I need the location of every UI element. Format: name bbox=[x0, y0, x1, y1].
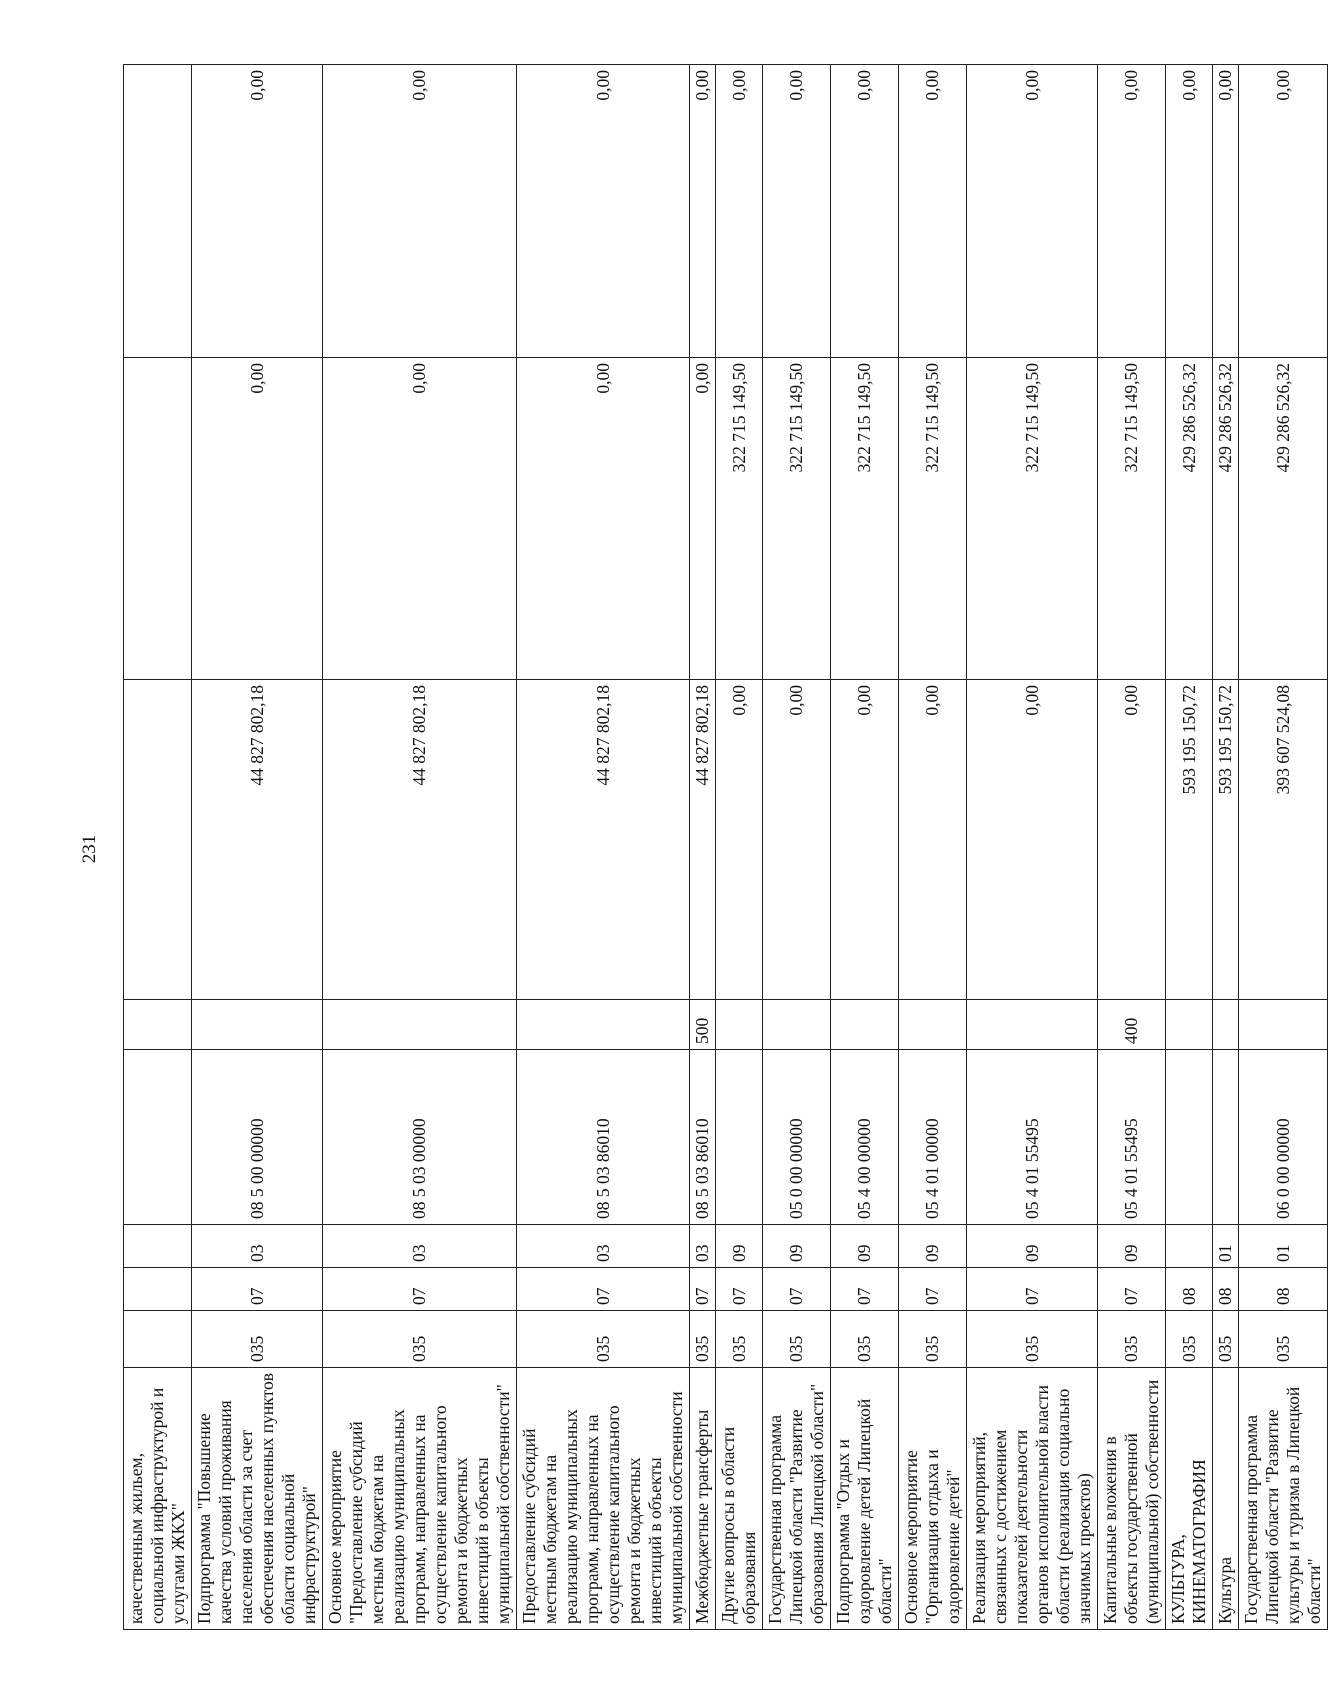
row-subsection-code: 09 bbox=[763, 1225, 831, 1268]
row-name: Реализация мероприятий, связанных с достижением показателей деятельности органов исполнительной власти области (реализация социально значимых проектов) bbox=[967, 1368, 1098, 1630]
row-amount-1: 593 195 150,72 bbox=[1166, 680, 1213, 1000]
row-amount-1: 0,00 bbox=[763, 680, 831, 1000]
row-section-code: 07 bbox=[967, 1268, 1098, 1311]
row-expense-type: 500 bbox=[690, 1000, 716, 1050]
table-row bbox=[763, 65, 831, 1630]
row-section-code: 08 bbox=[1166, 1268, 1213, 1311]
table-row bbox=[517, 65, 690, 1630]
table-row bbox=[323, 65, 517, 1630]
row-amount-3: 0,00 bbox=[1213, 65, 1239, 358]
budget-table bbox=[123, 64, 1328, 1630]
row-ved-code: 035 bbox=[831, 1311, 899, 1368]
table-row bbox=[831, 65, 899, 1630]
row-amount-3: 0,00 bbox=[716, 65, 763, 358]
row-amount-2: 429 286 526,32 bbox=[1213, 358, 1239, 680]
row-section-code: 07 bbox=[323, 1268, 517, 1311]
table-row bbox=[899, 65, 967, 1630]
row-expense-type bbox=[124, 1000, 192, 1050]
row-expense-type bbox=[899, 1000, 967, 1050]
row-expense-type: 400 bbox=[1098, 1000, 1166, 1050]
row-target-article: 08 5 03 00000 bbox=[323, 1050, 517, 1225]
row-amount-2: 429 286 526,32 bbox=[1239, 358, 1328, 680]
row-amount-2: 0,00 bbox=[192, 358, 323, 680]
row-amount-3 bbox=[124, 65, 192, 358]
rotated-page-content bbox=[123, 65, 1324, 1630]
row-amount-3: 0,00 bbox=[1166, 65, 1213, 358]
row-amount-3: 0,00 bbox=[1239, 65, 1328, 358]
row-section-code: 07 bbox=[899, 1268, 967, 1311]
row-subsection-code: 03 bbox=[517, 1225, 690, 1268]
row-ved-code: 035 bbox=[1239, 1311, 1328, 1368]
row-name: Государственная программа Липецкой области "Развитие культуры и туризма в Липецкой области" bbox=[1239, 1368, 1328, 1630]
row-amount-2: 0,00 bbox=[517, 358, 690, 680]
row-amount-1: 0,00 bbox=[716, 680, 763, 1000]
row-amount-1 bbox=[124, 680, 192, 1000]
row-expense-type bbox=[967, 1000, 1098, 1050]
row-subsection-code: 03 bbox=[192, 1225, 323, 1268]
row-name: Капитальные вложения в объекты государственной (муниципальной) собственности bbox=[1098, 1368, 1166, 1630]
row-amount-2: 0,00 bbox=[690, 358, 716, 680]
row-subsection-code: 01 bbox=[1239, 1225, 1328, 1268]
table-row bbox=[967, 65, 1098, 1630]
row-amount-1: 44 827 802,18 bbox=[517, 680, 690, 1000]
row-expense-type bbox=[1213, 1000, 1239, 1050]
row-amount-1: 0,00 bbox=[831, 680, 899, 1000]
row-section-code: 07 bbox=[690, 1268, 716, 1311]
row-section-code: 07 bbox=[517, 1268, 690, 1311]
table-row bbox=[1098, 65, 1166, 1630]
row-subsection-code: 01 bbox=[1213, 1225, 1239, 1268]
row-ved-code: 035 bbox=[517, 1311, 690, 1368]
row-amount-2 bbox=[124, 358, 192, 680]
row-subsection-code: 09 bbox=[831, 1225, 899, 1268]
row-target-article bbox=[124, 1050, 192, 1225]
row-amount-1: 0,00 bbox=[967, 680, 1098, 1000]
row-name: Подпрограмма "Отдых и оздоровление детей Липецкой области" bbox=[831, 1368, 899, 1630]
row-amount-2: 429 286 526,32 bbox=[1166, 358, 1213, 680]
table-row bbox=[192, 65, 323, 1630]
row-amount-3: 0,00 bbox=[831, 65, 899, 358]
row-amount-1: 0,00 bbox=[1098, 680, 1166, 1000]
row-amount-1: 44 827 802,18 bbox=[192, 680, 323, 1000]
row-amount-1: 0,00 bbox=[899, 680, 967, 1000]
row-ved-code: 035 bbox=[899, 1311, 967, 1368]
row-subsection-code: 03 bbox=[323, 1225, 517, 1268]
row-name: качественным жильем, социальной инфраструктурой и услугами ЖКХ" bbox=[124, 1368, 192, 1630]
table-row bbox=[1213, 65, 1239, 1630]
row-name: Государственная программа Липецкой области "Развитие образования Липецкой области" bbox=[763, 1368, 831, 1630]
row-section-code: 07 bbox=[763, 1268, 831, 1311]
row-amount-3: 0,00 bbox=[323, 65, 517, 358]
row-target-article: 05 4 01 00000 bbox=[899, 1050, 967, 1225]
row-name: Основное мероприятие "Организация отдыха и оздоровление детей" bbox=[899, 1368, 967, 1630]
row-expense-type bbox=[716, 1000, 763, 1050]
row-subsection-code: 09 bbox=[716, 1225, 763, 1268]
row-target-article: 05 4 01 55495 bbox=[1098, 1050, 1166, 1225]
table-row bbox=[1239, 65, 1328, 1630]
row-amount-2: 322 715 149,50 bbox=[831, 358, 899, 680]
row-target-article: 06 0 00 00000 bbox=[1239, 1050, 1328, 1225]
row-expense-type bbox=[763, 1000, 831, 1050]
row-section-code bbox=[124, 1268, 192, 1311]
row-subsection-code: 09 bbox=[967, 1225, 1098, 1268]
row-target-article: 05 4 00 00000 bbox=[831, 1050, 899, 1225]
row-target-article bbox=[716, 1050, 763, 1225]
row-subsection-code: 03 bbox=[690, 1225, 716, 1268]
row-target-article: 08 5 03 86010 bbox=[690, 1050, 716, 1225]
row-ved-code: 035 bbox=[1166, 1311, 1213, 1368]
row-amount-3: 0,00 bbox=[1098, 65, 1166, 358]
row-amount-1: 44 827 802,18 bbox=[690, 680, 716, 1000]
row-amount-3: 0,00 bbox=[517, 65, 690, 358]
row-section-code: 07 bbox=[831, 1268, 899, 1311]
row-target-article: 08 5 00 00000 bbox=[192, 1050, 323, 1225]
row-amount-3: 0,00 bbox=[899, 65, 967, 358]
page-number: 231 bbox=[79, 834, 100, 864]
row-name: Основное мероприятие "Предоставление субсидий местным бюджетам на реализацию муниципальных программ, направленных на осуществление капитального ремонта и бюджетных инвестиций в объекты муниципальной собственности" bbox=[323, 1368, 517, 1630]
row-amount-1: 393 607 524,08 bbox=[1239, 680, 1328, 1000]
row-amount-3: 0,00 bbox=[763, 65, 831, 358]
row-expense-type bbox=[1166, 1000, 1213, 1050]
row-expense-type bbox=[323, 1000, 517, 1050]
table-row bbox=[690, 65, 716, 1630]
row-expense-type bbox=[192, 1000, 323, 1050]
row-subsection-code: 09 bbox=[1098, 1225, 1166, 1268]
row-section-code: 08 bbox=[1213, 1268, 1239, 1311]
table-row bbox=[1166, 65, 1213, 1630]
row-name: КУЛЬТУРА, КИНЕМАТОГРАФИЯ bbox=[1166, 1368, 1213, 1630]
row-ved-code: 035 bbox=[192, 1311, 323, 1368]
row-ved-code: 035 bbox=[763, 1311, 831, 1368]
row-ved-code: 035 bbox=[323, 1311, 517, 1368]
row-target-article: 05 4 01 55495 bbox=[967, 1050, 1098, 1225]
row-amount-1: 593 195 150,72 bbox=[1213, 680, 1239, 1000]
row-ved-code: 035 bbox=[1213, 1311, 1239, 1368]
row-target-article: 08 5 03 86010 bbox=[517, 1050, 690, 1225]
row-amount-3: 0,00 bbox=[967, 65, 1098, 358]
row-ved-code: 035 bbox=[690, 1311, 716, 1368]
row-amount-2: 0,00 bbox=[323, 358, 517, 680]
row-expense-type bbox=[831, 1000, 899, 1050]
table-row bbox=[716, 65, 763, 1630]
row-subsection-code bbox=[124, 1225, 192, 1268]
table-row bbox=[124, 65, 192, 1630]
row-section-code: 07 bbox=[716, 1268, 763, 1311]
row-subsection-code bbox=[1166, 1225, 1213, 1268]
row-amount-2: 322 715 149,50 bbox=[716, 358, 763, 680]
row-amount-2: 322 715 149,50 bbox=[899, 358, 967, 680]
row-section-code: 07 bbox=[192, 1268, 323, 1311]
row-target-article bbox=[1213, 1050, 1239, 1225]
row-section-code: 07 bbox=[1098, 1268, 1166, 1311]
row-ved-code: 035 bbox=[716, 1311, 763, 1368]
row-target-article bbox=[1166, 1050, 1213, 1225]
row-ved-code: 035 bbox=[1098, 1311, 1166, 1368]
row-name: Подпрограмма "Повышение качества условий проживания населения области за счет обеспечения населенных пунктов области социальной инфраструктурой" bbox=[192, 1368, 323, 1630]
row-expense-type bbox=[1239, 1000, 1328, 1050]
row-amount-3: 0,00 bbox=[690, 65, 716, 358]
row-name: Межбюджетные трансферты bbox=[690, 1368, 716, 1630]
row-amount-2: 322 715 149,50 bbox=[763, 358, 831, 680]
row-name: Другие вопросы в области образования bbox=[716, 1368, 763, 1630]
row-amount-1: 44 827 802,18 bbox=[323, 680, 517, 1000]
row-amount-2: 322 715 149,50 bbox=[967, 358, 1098, 680]
row-subsection-code: 09 bbox=[899, 1225, 967, 1268]
row-section-code: 08 bbox=[1239, 1268, 1328, 1311]
row-amount-3: 0,00 bbox=[192, 65, 323, 358]
row-ved-code bbox=[124, 1311, 192, 1368]
row-name: Предоставление субсидий местным бюджетам на реализацию муниципальных программ, направленных на осуществление капитального ремонта и бюджетных инвестиций в объекты муниципальной собственности bbox=[517, 1368, 690, 1630]
row-target-article: 05 0 00 00000 bbox=[763, 1050, 831, 1225]
row-amount-2: 322 715 149,50 bbox=[1098, 358, 1166, 680]
row-expense-type bbox=[517, 1000, 690, 1050]
row-name: Культура bbox=[1213, 1368, 1239, 1630]
row-ved-code: 035 bbox=[967, 1311, 1098, 1368]
